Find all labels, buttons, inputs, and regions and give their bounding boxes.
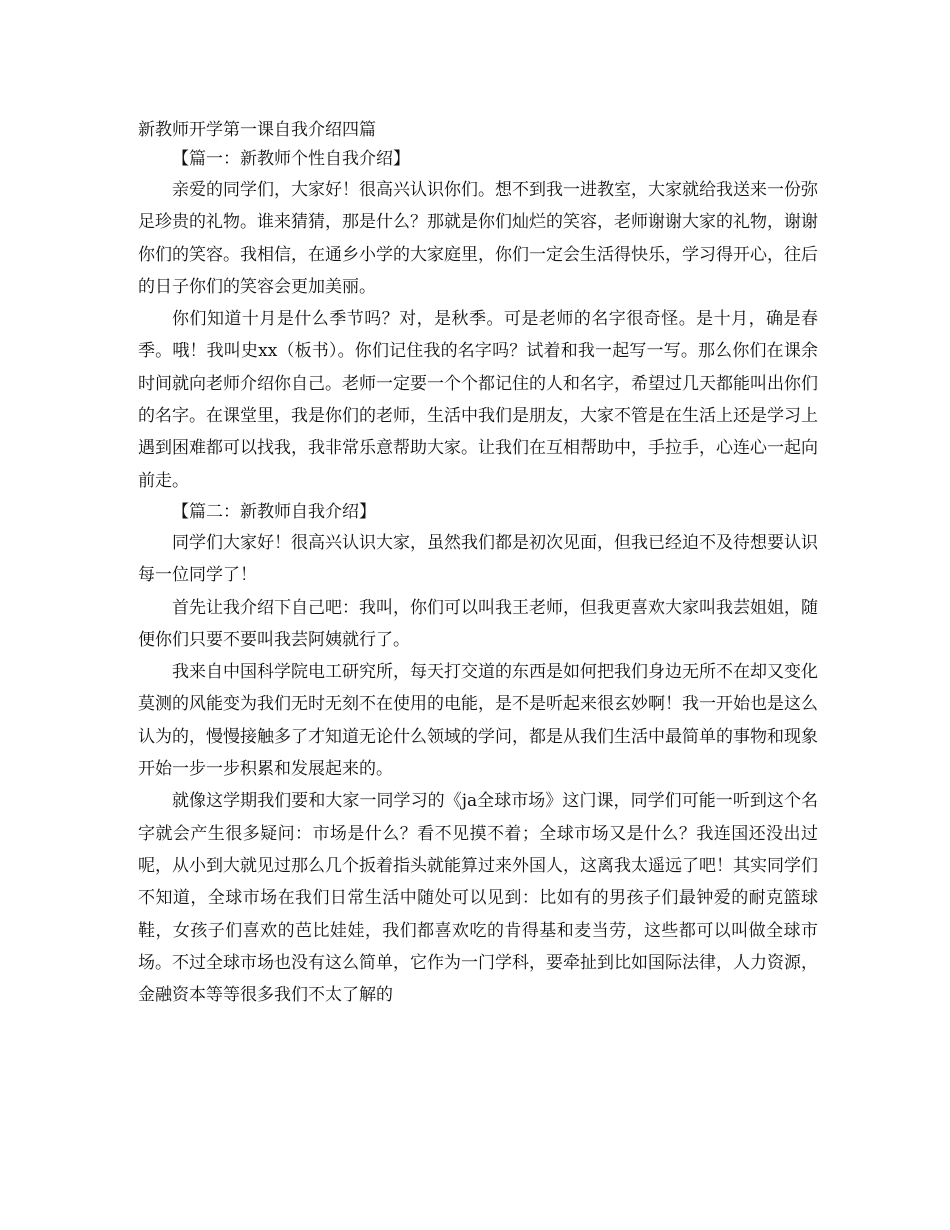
section-heading: 【篇一：新教师个性自我介绍】 [172, 149, 410, 169]
paragraph: 亲爱的同学们，大家好！很高兴认识你们。想不到我一进教室，大家就给我送来一份弥足珍贵的礼物。谁来猜猜，那是什么？那就是你们灿烂的笑容，老师谢谢大家的礼物，谢谢你们的笑容。我相信，在通乡小学的大家庭里，你们一定会生活得快乐，学习得开心，往后的日子你们的笑容会更加美丽。 [138, 180, 818, 297]
section-two [138, 497, 818, 1011]
document-body [138, 116, 818, 1011]
document-title: 新教师开学第一课自我介绍四篇 [138, 120, 376, 140]
paragraph: 你们知道十月是什么季节吗？对，是秋季。可是老师的名字很奇怪。是十月，确是春季。哦！我叫史xx（板书）。你们记住我的名字吗？试着和我一起写一写。那么你们在课余时间就向老师介绍你自己。老师一定要一个个都记住的人和名字，希望过几天都能叫出你们的名字。在课堂里，我是你们的老师，生活中我们是朋友，大家不管是在生活上还是学习上遇到困难都可以找我，我非常乐意帮助大家。让我们在互相帮助中，手拉手，心连心一起向前走。 [138, 309, 818, 491]
paragraph: 我来自中国科学院电工研究所，每天打交道的东西是如何把我们身边无所不在却又变化莫测的风能变为我们无时无刻不在使用的电能，是不是听起来很玄妙啊！我一开始也是这么认为的，慢慢接触多了才知道无论什么领域的学问，都是从我们生活中最简单的事物和现象开始一步一步积累和发展起来的。 [138, 662, 818, 780]
paragraph: 就像这学期我们要和大家一同学习的《ja全球市场》这门课，同学们可能一听到这个名字就会产生很多疑问：市场是什么？看不见摸不着；全球市场又是什么？我连国还没出过呢，从小到大就见过那么几个扳着指头就能算过来外国人，这离我太遥远了吧！其实同学们不知道，全球市场在我们日常生活中随处可以见到：比如有的男孩子们最钟爱的耐克篮球鞋，女孩子们喜欢的芭比娃娃，我们都喜欢吃的肯得基和麦当劳，这些都可以叫做全球市场。不过全球市场也没有这么简单，它作为一门学科，要牵扯到比如国际法律，人力资源，金融资本等等很多我们不太了解的 [138, 791, 818, 1006]
paragraph: 首先让我介绍下自己吧：我叫，你们可以叫我王老师，但我更喜欢大家叫我芸姐姐，随便你们只要不要叫我芸阿姨就行了。 [138, 597, 818, 650]
section-one [138, 144, 818, 497]
paragraph: 同学们大家好！很高兴认识大家，虽然我们都是初次见面，但我已经迫不及待想要认识每一位同学了！ [138, 532, 818, 586]
section-heading: 【篇二：新教师自我介绍】 [172, 501, 376, 522]
